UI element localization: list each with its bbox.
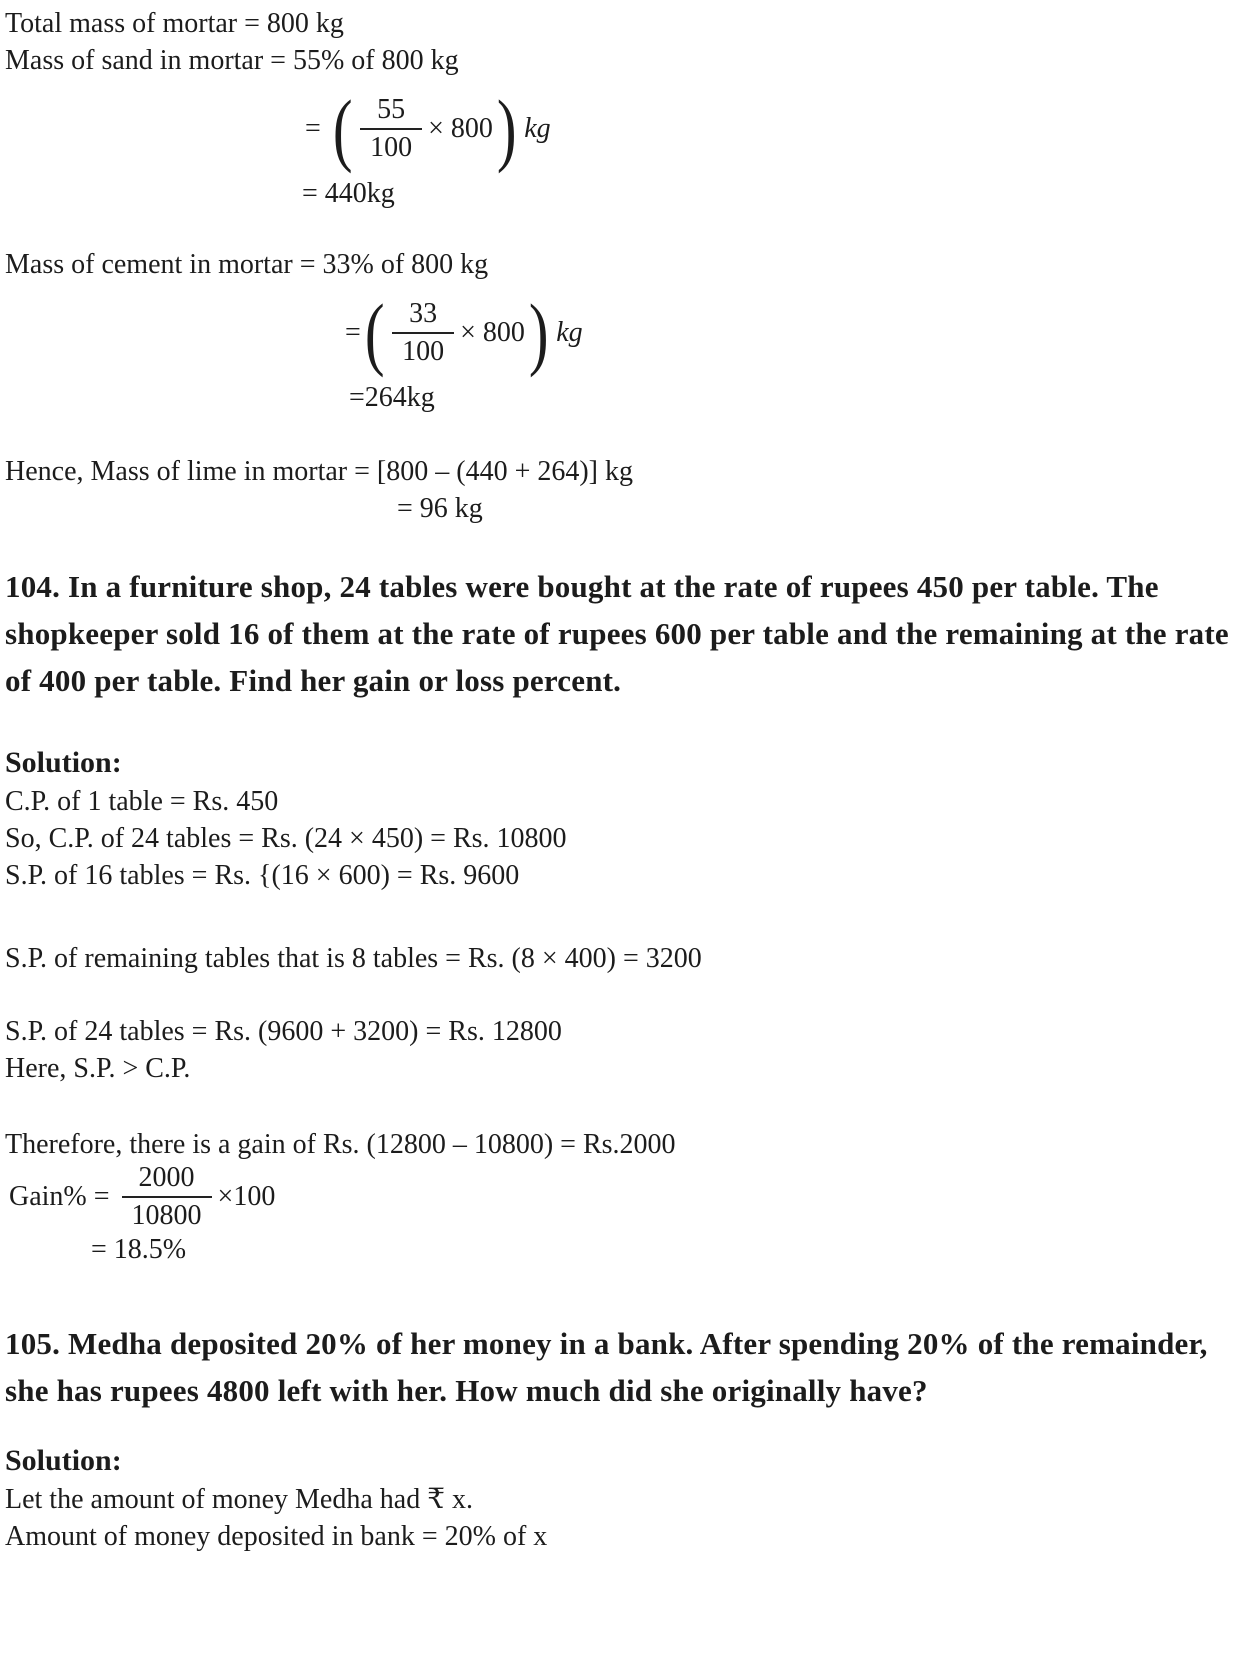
sand-fraction-equation	[305, 83, 1245, 175]
close-paren: )	[528, 287, 549, 378]
question-104-text: 104. In a furniture shop, 24 tables were bought at the rate of rupees 450 per table. The shopkeeper sold 16 of them at the rate of rupees 600 per table and the remaining at the rate of 400 per table. Find her gain or loss percent.	[5, 569, 1229, 698]
fraction	[122, 1163, 212, 1231]
lime-mass-line: Hence, Mass of lime in mortar = [800 – (440 + 264)] kg	[5, 456, 634, 487]
gain-statement-line: Therefore, there is a gain of Rs. (12800 – 10800) = Rs.2000	[5, 1129, 676, 1160]
sand-mass-line: Mass of sand in mortar = 55% of 800 kg	[5, 45, 459, 76]
solution-line: S.P. of 24 tables = Rs. (9600 + 3200) = Rs. 12800	[5, 1016, 562, 1047]
question-105-section	[5, 1320, 1245, 1555]
cement-fraction-equation	[345, 287, 1245, 379]
question-105-text: 105. Medha deposited 20% of her money in a bank. After spending 20% of the remainder, she has rupees 4800 left with her. How much did she originally have?	[5, 1326, 1208, 1408]
total-mass-line: Total mass of mortar = 800 kg	[5, 8, 344, 39]
gain-result-line: = 18.5%	[91, 1234, 187, 1265]
cement-mass-line: Mass of cement in mortar = 33% of 800 kg	[5, 249, 489, 280]
solution-line: Here, S.P. > C.P.	[5, 1053, 191, 1084]
multiplier: ×100	[217, 1181, 276, 1212]
solution-line: C.P. of 1 table = Rs. 450	[5, 786, 279, 817]
question-104-section	[5, 563, 1245, 1268]
solution-line: Amount of money deposited in bank = 20% of x	[5, 1521, 548, 1552]
fraction	[360, 95, 422, 163]
solution-heading-104: Solution:	[5, 746, 122, 779]
solution-heading-105: Solution:	[5, 1444, 122, 1477]
cement-result-line: =264kg	[349, 382, 435, 413]
solution-line: S.P. of remaining tables that is 8 tables = Rs. (8 × 400) = 3200	[5, 943, 702, 974]
lime-result-line: = 96 kg	[397, 493, 483, 524]
sand-result-line: = 440kg	[302, 178, 395, 209]
open-paren: (	[332, 83, 353, 174]
mortar-solution-section	[5, 5, 1245, 527]
solution-line: So, C.P. of 24 tables = Rs. (24 × 450) = Rs. 10800	[5, 823, 567, 854]
fraction	[392, 299, 454, 367]
unit-label: kg	[556, 317, 583, 348]
gain-percent-equation	[9, 1163, 1245, 1231]
fraction-numerator: 33	[409, 298, 438, 329]
equals-sign: =	[305, 113, 321, 144]
gain-label: Gain% =	[9, 1181, 110, 1212]
fraction-denominator: 10800	[122, 1196, 212, 1231]
fraction-denominator: 100	[392, 332, 454, 367]
open-paren: (	[364, 287, 385, 378]
equals-sign: =	[345, 317, 361, 348]
solution-line: S.P. of 16 tables = Rs. {(16 × 600) = Rs. 9600	[5, 860, 520, 891]
fraction-numerator: 2000	[138, 1162, 195, 1193]
fraction-denominator: 100	[360, 128, 422, 163]
solution-line: Let the amount of money Medha had ₹ x.	[5, 1484, 474, 1515]
multiplier: × 800	[428, 113, 493, 144]
close-paren: )	[496, 83, 517, 174]
fraction-numerator: 55	[377, 94, 406, 125]
unit-label: kg	[524, 113, 551, 144]
multiplier: × 800	[460, 317, 525, 348]
